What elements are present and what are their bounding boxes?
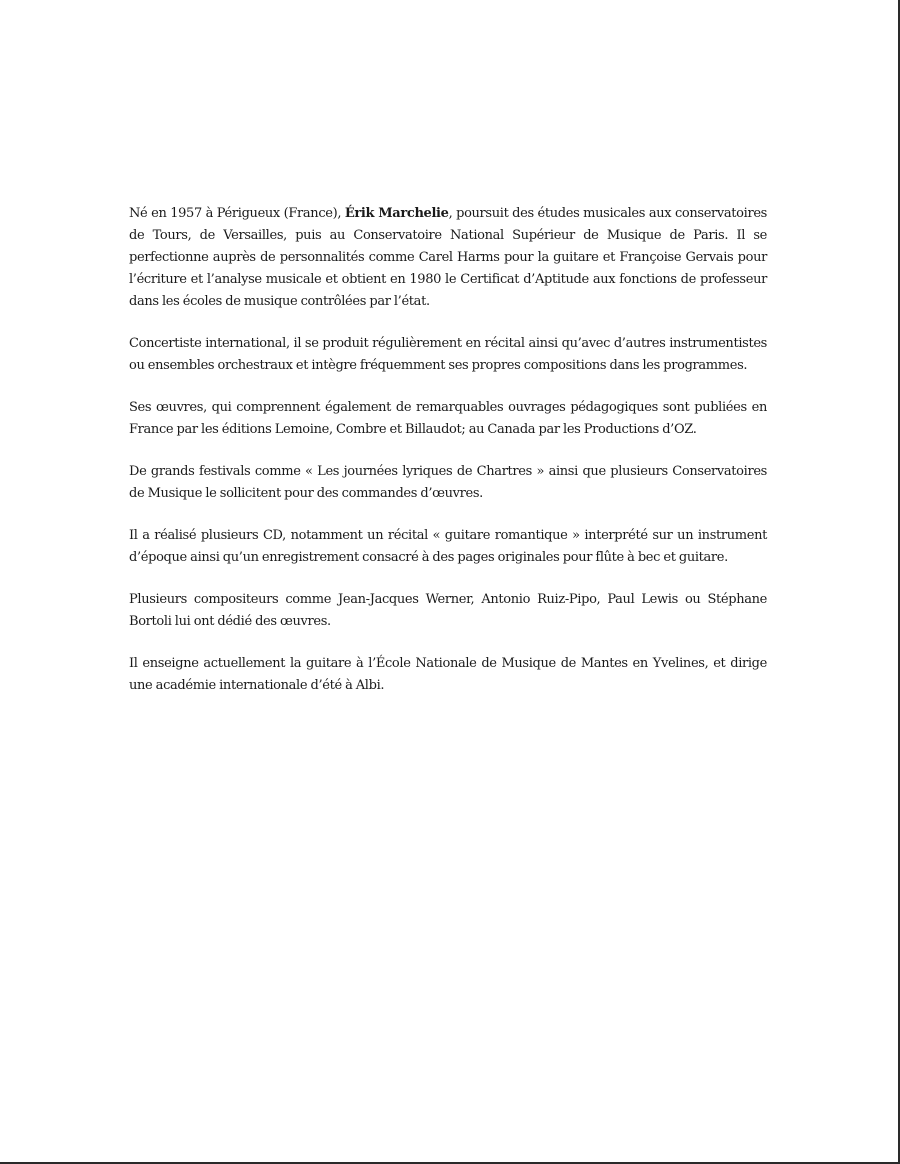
bio-paragraph-teaching: Il enseigne actuellement la guitare à l’École Nationale de Musique de Mantes en Yvelines, et dirige une académie internationale d’été à Albi. [129,656,767,693]
bio-paragraph-recordings: Il a réalisé plusieurs CD, notamment un récital « guitare romantique » interprété sur un instrument d’époque ainsi qu’un enregistrement consacré à des pages originales pour flûte à bec et guitare. [129,528,767,565]
bio-paragraph-publications: Ses œuvres, qui comprennent également de remarquables ouvrages pédagogiques sont publiées en France par les éditions Lemoine, Combre et Billaudot; au Canada par les Productions d’OZ. [129,400,767,437]
artist-name: Érik Marchelie [344,206,449,221]
bio-paragraph-concerts: Concertiste international, il se produit régulièrement en récital ainsi qu’avec d’autres instrumentistes ou ensembles orchestraux et intègre fréquemment ses propres compositions dans les programmes. [129,336,767,373]
biography-text [129,203,767,717]
bio-paragraph-festivals: De grands festivals comme « Les journées lyriques de Chartres » ainsi que plusieurs Conservatoires de Musique le sollicitent pour des commandes d’œuvres. [129,464,767,501]
bio-studies-text: , poursuit des études musicales aux conservatoires de Tours, de Versailles, puis au Conservatoire National Supérieur de Musique de Paris. Il se perfectionne auprès de personnalités comme Carel Harms pour la guitare et Françoise Gervais pour l’écriture et l’analyse musicale et obtient en 1980 le Certificat d’Aptitude aux fonctions de professeur dans les écoles de musique contrôlées par l’état. [129,206,767,309]
bio-paragraph-dedications: Plusieurs compositeurs comme Jean-Jacques Werner, Antonio Ruiz-Pipo, Paul Lewis ou Stéphane Bortoli lui ont dédié des œuvres. [129,592,767,629]
bio-intro-text: Né en 1957 à Périgueux (France), [129,206,345,221]
bio-paragraph-birth-studies [129,203,767,313]
